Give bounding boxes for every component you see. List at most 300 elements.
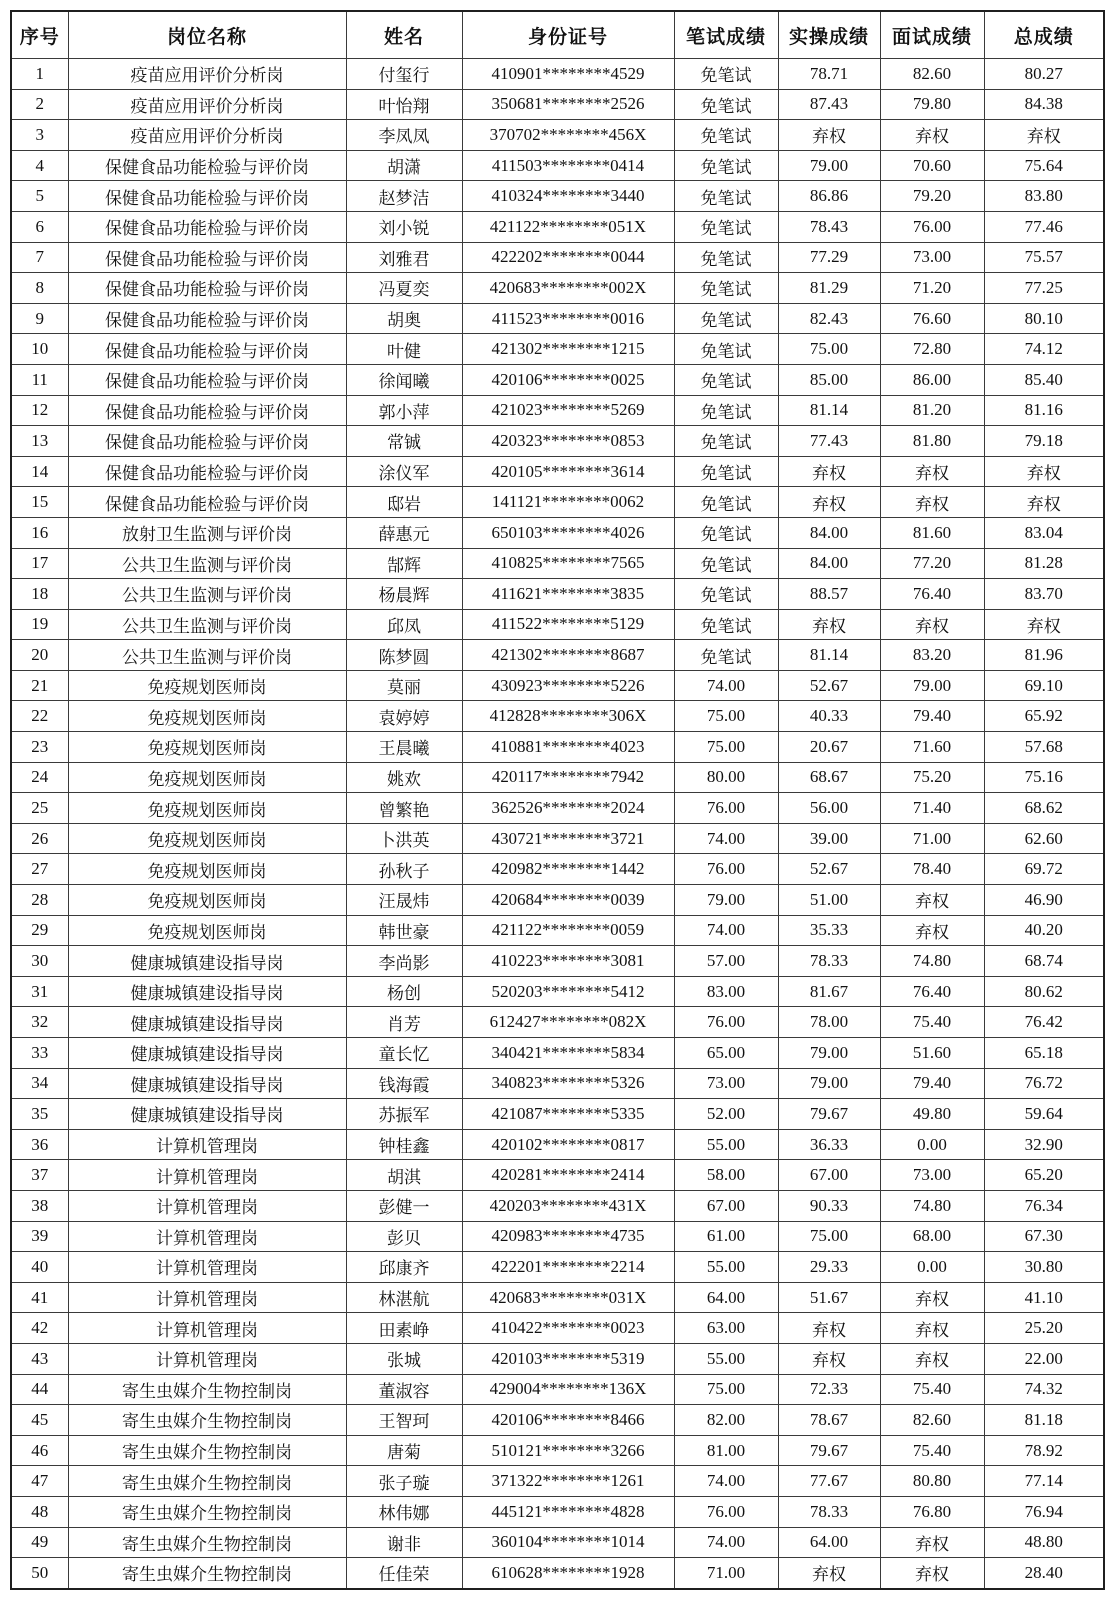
- cell-id: 420281********2414: [462, 1160, 674, 1191]
- cell-total: 81.18: [984, 1405, 1104, 1436]
- cell-written: 83.00: [674, 976, 778, 1007]
- cell-total: 62.60: [984, 823, 1104, 854]
- cell-id: 421023********5269: [462, 395, 674, 426]
- cell-name: 张子璇: [346, 1466, 462, 1497]
- cell-no: 2: [11, 89, 68, 120]
- cell-position: 保健食品功能检验与评价岗: [68, 456, 346, 487]
- cell-no: 19: [11, 609, 68, 640]
- cell-no: 5: [11, 181, 68, 212]
- cell-practical: 87.43: [778, 89, 880, 120]
- cell-id: 410881********4023: [462, 732, 674, 763]
- table-row: [11, 1313, 1104, 1344]
- cell-interview: 76.00: [880, 211, 984, 242]
- cell-interview: 83.20: [880, 640, 984, 671]
- cell-id: 612427********082X: [462, 1007, 674, 1038]
- cell-name: 汪晟炜: [346, 885, 462, 916]
- cell-id: 360104********1014: [462, 1527, 674, 1558]
- cell-position: 寄生虫媒介生物控制岗: [68, 1527, 346, 1558]
- cell-practical: 弃权: [778, 120, 880, 151]
- cell-no: 36: [11, 1129, 68, 1160]
- cell-practical: 81.14: [778, 640, 880, 671]
- header-written: 笔试成绩: [674, 11, 778, 59]
- cell-written: 64.00: [674, 1282, 778, 1313]
- cell-name: 钟桂鑫: [346, 1129, 462, 1160]
- cell-interview: 75.40: [880, 1435, 984, 1466]
- cell-name: 邸岩: [346, 487, 462, 518]
- cell-no: 11: [11, 364, 68, 395]
- cell-written: 免笔试: [674, 364, 778, 395]
- cell-id: 420982********1442: [462, 854, 674, 885]
- cell-written: 76.00: [674, 1007, 778, 1038]
- cell-position: 保健食品功能检验与评价岗: [68, 150, 346, 181]
- cell-practical: 81.67: [778, 976, 880, 1007]
- cell-id: 421302********8687: [462, 640, 674, 671]
- cell-id: 420684********0039: [462, 885, 674, 916]
- table-row: [11, 273, 1104, 304]
- cell-no: 24: [11, 762, 68, 793]
- table-row: [11, 670, 1104, 701]
- cell-name: 刘小锐: [346, 211, 462, 242]
- cell-id: 371322********1261: [462, 1466, 674, 1497]
- cell-name: 常铖: [346, 426, 462, 457]
- cell-interview: 77.20: [880, 548, 984, 579]
- cell-id: 410901********4529: [462, 59, 674, 90]
- cell-position: 保健食品功能检验与评价岗: [68, 211, 346, 242]
- cell-id: 510121********3266: [462, 1435, 674, 1466]
- cell-position: 计算机管理岗: [68, 1160, 346, 1191]
- cell-practical: 弃权: [778, 1313, 880, 1344]
- cell-id: 420106********0025: [462, 364, 674, 395]
- cell-total: 79.18: [984, 426, 1104, 457]
- cell-interview: 79.20: [880, 181, 984, 212]
- cell-position: 免疫规划医师岗: [68, 732, 346, 763]
- cell-practical: 39.00: [778, 823, 880, 854]
- cell-total: 弃权: [984, 609, 1104, 640]
- cell-practical: 78.33: [778, 1496, 880, 1527]
- cell-interview: 弃权: [880, 1343, 984, 1374]
- table-row: [11, 59, 1104, 90]
- cell-interview: 79.40: [880, 1068, 984, 1099]
- cell-practical: 78.43: [778, 211, 880, 242]
- cell-written: 55.00: [674, 1343, 778, 1374]
- cell-name: 叶怡翔: [346, 89, 462, 120]
- header-name: 姓名: [346, 11, 462, 59]
- cell-written: 74.00: [674, 670, 778, 701]
- cell-total: 84.38: [984, 89, 1104, 120]
- cell-total: 40.20: [984, 915, 1104, 946]
- header-no: 序号: [11, 11, 68, 59]
- cell-total: 83.70: [984, 579, 1104, 610]
- cell-practical: 79.67: [778, 1435, 880, 1466]
- cell-total: 81.96: [984, 640, 1104, 671]
- cell-written: 76.00: [674, 1496, 778, 1527]
- cell-no: 28: [11, 885, 68, 916]
- cell-interview: 73.00: [880, 242, 984, 273]
- cell-position: 计算机管理岗: [68, 1343, 346, 1374]
- cell-practical: 72.33: [778, 1374, 880, 1405]
- cell-id: 362526********2024: [462, 793, 674, 824]
- cell-interview: 82.60: [880, 59, 984, 90]
- table-row: [11, 211, 1104, 242]
- cell-written: 79.00: [674, 885, 778, 916]
- cell-id: 410324********3440: [462, 181, 674, 212]
- table-row: [11, 89, 1104, 120]
- cell-total: 弃权: [984, 120, 1104, 151]
- cell-written: 免笔试: [674, 120, 778, 151]
- cell-name: 冯夏奕: [346, 273, 462, 304]
- cell-position: 健康城镇建设指导岗: [68, 1068, 346, 1099]
- cell-interview: 弃权: [880, 1282, 984, 1313]
- cell-interview: 68.00: [880, 1221, 984, 1252]
- cell-total: 81.16: [984, 395, 1104, 426]
- cell-position: 疫苗应用评价分析岗: [68, 89, 346, 120]
- cell-total: 75.64: [984, 150, 1104, 181]
- cell-interview: 弃权: [880, 456, 984, 487]
- cell-position: 保健食品功能检验与评价岗: [68, 303, 346, 334]
- cell-total: 68.62: [984, 793, 1104, 824]
- cell-written: 74.00: [674, 915, 778, 946]
- cell-practical: 52.67: [778, 670, 880, 701]
- cell-name: 刘雅君: [346, 242, 462, 273]
- cell-name: 郜辉: [346, 548, 462, 579]
- cell-name: 曾繁艳: [346, 793, 462, 824]
- table-row: [11, 1099, 1104, 1130]
- header-interview: 面试成绩: [880, 11, 984, 59]
- cell-id: 420102********0817: [462, 1129, 674, 1160]
- cell-position: 保健食品功能检验与评价岗: [68, 273, 346, 304]
- cell-id: 429004********136X: [462, 1374, 674, 1405]
- cell-id: 370702********456X: [462, 120, 674, 151]
- cell-interview: 弃权: [880, 120, 984, 151]
- cell-name: 付玺行: [346, 59, 462, 90]
- cell-position: 计算机管理岗: [68, 1313, 346, 1344]
- cell-position: 公共卫生监测与评价岗: [68, 609, 346, 640]
- cell-name: 姚欢: [346, 762, 462, 793]
- table-row: [11, 854, 1104, 885]
- cell-written: 免笔试: [674, 89, 778, 120]
- cell-written: 免笔试: [674, 59, 778, 90]
- cell-position: 健康城镇建设指导岗: [68, 946, 346, 977]
- cell-position: 公共卫生监测与评价岗: [68, 579, 346, 610]
- cell-id: 411523********0016: [462, 303, 674, 334]
- cell-interview: 79.40: [880, 701, 984, 732]
- cell-name: 邱凤: [346, 609, 462, 640]
- cell-position: 免疫规划医师岗: [68, 701, 346, 732]
- cell-no: 30: [11, 946, 68, 977]
- cell-total: 25.20: [984, 1313, 1104, 1344]
- cell-interview: 75.20: [880, 762, 984, 793]
- cell-written: 74.00: [674, 823, 778, 854]
- cell-position: 寄生虫媒介生物控制岗: [68, 1466, 346, 1497]
- table-row: [11, 150, 1104, 181]
- cell-name: 唐菊: [346, 1435, 462, 1466]
- cell-written: 61.00: [674, 1221, 778, 1252]
- cell-written: 75.00: [674, 732, 778, 763]
- cell-no: 18: [11, 579, 68, 610]
- cell-interview: 81.20: [880, 395, 984, 426]
- cell-interview: 74.80: [880, 946, 984, 977]
- cell-no: 34: [11, 1068, 68, 1099]
- cell-name: 卜洪英: [346, 823, 462, 854]
- cell-written: 免笔试: [674, 579, 778, 610]
- cell-interview: 79.80: [880, 89, 984, 120]
- cell-interview: 0.00: [880, 1129, 984, 1160]
- cell-total: 75.57: [984, 242, 1104, 273]
- cell-written: 80.00: [674, 762, 778, 793]
- cell-name: 叶健: [346, 334, 462, 365]
- cell-interview: 71.60: [880, 732, 984, 763]
- cell-no: 17: [11, 548, 68, 579]
- cell-interview: 76.60: [880, 303, 984, 334]
- cell-id: 411621********3835: [462, 579, 674, 610]
- cell-practical: 84.00: [778, 548, 880, 579]
- cell-total: 67.30: [984, 1221, 1104, 1252]
- cell-written: 免笔试: [674, 334, 778, 365]
- table-row: [11, 1160, 1104, 1191]
- cell-total: 83.80: [984, 181, 1104, 212]
- table-row: [11, 946, 1104, 977]
- cell-practical: 20.67: [778, 732, 880, 763]
- cell-practical: 82.43: [778, 303, 880, 334]
- table-row: [11, 1129, 1104, 1160]
- cell-written: 63.00: [674, 1313, 778, 1344]
- cell-interview: 49.80: [880, 1099, 984, 1130]
- table-row: [11, 732, 1104, 763]
- cell-written: 免笔试: [674, 426, 778, 457]
- cell-position: 保健食品功能检验与评价岗: [68, 487, 346, 518]
- cell-position: 疫苗应用评价分析岗: [68, 120, 346, 151]
- cell-no: 20: [11, 640, 68, 671]
- cell-no: 27: [11, 854, 68, 885]
- table-row: [11, 1038, 1104, 1069]
- cell-position: 免疫规划医师岗: [68, 762, 346, 793]
- cell-written: 55.00: [674, 1129, 778, 1160]
- table-row: [11, 1343, 1104, 1374]
- cell-total: 65.18: [984, 1038, 1104, 1069]
- cell-written: 52.00: [674, 1099, 778, 1130]
- cell-practical: 40.33: [778, 701, 880, 732]
- cell-total: 74.12: [984, 334, 1104, 365]
- cell-no: 22: [11, 701, 68, 732]
- cell-position: 寄生虫媒介生物控制岗: [68, 1374, 346, 1405]
- cell-no: 1: [11, 59, 68, 90]
- cell-position: 保健食品功能检验与评价岗: [68, 334, 346, 365]
- cell-practical: 77.67: [778, 1466, 880, 1497]
- cell-no: 15: [11, 487, 68, 518]
- cell-id: 420105********3614: [462, 456, 674, 487]
- cell-total: 78.92: [984, 1435, 1104, 1466]
- cell-interview: 71.20: [880, 273, 984, 304]
- cell-practical: 78.67: [778, 1405, 880, 1436]
- cell-total: 77.14: [984, 1466, 1104, 1497]
- cell-no: 32: [11, 1007, 68, 1038]
- cell-id: 410223********3081: [462, 946, 674, 977]
- cell-name: 杨创: [346, 976, 462, 1007]
- cell-name: 钱海霞: [346, 1068, 462, 1099]
- cell-total: 76.34: [984, 1190, 1104, 1221]
- cell-id: 412828********306X: [462, 701, 674, 732]
- cell-id: 411522********5129: [462, 609, 674, 640]
- cell-written: 免笔试: [674, 303, 778, 334]
- cell-total: 59.64: [984, 1099, 1104, 1130]
- cell-name: 孙秋子: [346, 854, 462, 885]
- cell-total: 74.32: [984, 1374, 1104, 1405]
- cell-position: 公共卫生监测与评价岗: [68, 548, 346, 579]
- cell-written: 免笔试: [674, 273, 778, 304]
- table-row: [11, 1466, 1104, 1497]
- cell-id: 420683********002X: [462, 273, 674, 304]
- cell-total: 77.25: [984, 273, 1104, 304]
- cell-interview: 86.00: [880, 364, 984, 395]
- cell-practical: 29.33: [778, 1252, 880, 1283]
- cell-total: 28.40: [984, 1558, 1104, 1589]
- cell-name: 田素峥: [346, 1313, 462, 1344]
- cell-no: 38: [11, 1190, 68, 1221]
- cell-position: 计算机管理岗: [68, 1221, 346, 1252]
- cell-id: 420323********0853: [462, 426, 674, 457]
- table-row: [11, 1068, 1104, 1099]
- cell-name: 林伟娜: [346, 1496, 462, 1527]
- cell-written: 74.00: [674, 1466, 778, 1497]
- cell-id: 420683********031X: [462, 1282, 674, 1313]
- cell-position: 寄生虫媒介生物控制岗: [68, 1558, 346, 1589]
- table-row: [11, 120, 1104, 151]
- cell-written: 免笔试: [674, 150, 778, 181]
- cell-no: 37: [11, 1160, 68, 1191]
- cell-total: 65.92: [984, 701, 1104, 732]
- cell-position: 免疫规划医师岗: [68, 823, 346, 854]
- cell-interview: 75.40: [880, 1007, 984, 1038]
- cell-written: 免笔试: [674, 181, 778, 212]
- cell-practical: 51.67: [778, 1282, 880, 1313]
- cell-total: 80.62: [984, 976, 1104, 1007]
- cell-total: 弃权: [984, 487, 1104, 518]
- cell-name: 郭小萍: [346, 395, 462, 426]
- cell-no: 45: [11, 1405, 68, 1436]
- cell-id: 340823********5326: [462, 1068, 674, 1099]
- cell-name: 童长忆: [346, 1038, 462, 1069]
- cell-name: 张城: [346, 1343, 462, 1374]
- cell-interview: 弃权: [880, 1527, 984, 1558]
- table-row: [11, 487, 1104, 518]
- cell-interview: 弃权: [880, 487, 984, 518]
- cell-practical: 78.33: [778, 946, 880, 977]
- table-row: [11, 823, 1104, 854]
- cell-written: 免笔试: [674, 242, 778, 273]
- cell-practical: 64.00: [778, 1527, 880, 1558]
- cell-no: 47: [11, 1466, 68, 1497]
- cell-written: 免笔试: [674, 211, 778, 242]
- cell-interview: 72.80: [880, 334, 984, 365]
- cell-name: 胡奥: [346, 303, 462, 334]
- cell-interview: 74.80: [880, 1190, 984, 1221]
- cell-id: 141121********0062: [462, 487, 674, 518]
- header-practical: 实操成绩: [778, 11, 880, 59]
- cell-id: 430923********5226: [462, 670, 674, 701]
- cell-interview: 弃权: [880, 885, 984, 916]
- cell-id: 411503********0414: [462, 150, 674, 181]
- cell-total: 57.68: [984, 732, 1104, 763]
- table-row: [11, 456, 1104, 487]
- cell-position: 健康城镇建设指导岗: [68, 1007, 346, 1038]
- cell-id: 430721********3721: [462, 823, 674, 854]
- header-position: 岗位名称: [68, 11, 346, 59]
- cell-id: 421087********5335: [462, 1099, 674, 1130]
- cell-written: 免笔试: [674, 487, 778, 518]
- cell-written: 55.00: [674, 1252, 778, 1283]
- cell-total: 65.20: [984, 1160, 1104, 1191]
- cell-practical: 弃权: [778, 1558, 880, 1589]
- cell-position: 寄生虫媒介生物控制岗: [68, 1496, 346, 1527]
- cell-position: 寄生虫媒介生物控制岗: [68, 1435, 346, 1466]
- cell-written: 74.00: [674, 1527, 778, 1558]
- header-id: 身份证号: [462, 11, 674, 59]
- cell-interview: 弃权: [880, 1558, 984, 1589]
- cell-name: 谢非: [346, 1527, 462, 1558]
- cell-interview: 82.60: [880, 1405, 984, 1436]
- cell-no: 4: [11, 150, 68, 181]
- cell-practical: 88.57: [778, 579, 880, 610]
- cell-written: 免笔试: [674, 609, 778, 640]
- cell-name: 董淑容: [346, 1374, 462, 1405]
- cell-id: 420103********5319: [462, 1343, 674, 1374]
- cell-position: 保健食品功能检验与评价岗: [68, 395, 346, 426]
- cell-id: 421302********1215: [462, 334, 674, 365]
- cell-practical: 79.00: [778, 1068, 880, 1099]
- cell-practical: 75.00: [778, 1221, 880, 1252]
- table-row: [11, 242, 1104, 273]
- cell-written: 67.00: [674, 1190, 778, 1221]
- cell-total: 83.04: [984, 517, 1104, 548]
- cell-no: 25: [11, 793, 68, 824]
- cell-no: 31: [11, 976, 68, 1007]
- table-row: [11, 1558, 1104, 1589]
- cell-practical: 79.00: [778, 150, 880, 181]
- cell-interview: 弃权: [880, 915, 984, 946]
- cell-position: 公共卫生监测与评价岗: [68, 640, 346, 671]
- table-row: [11, 1374, 1104, 1405]
- table-row: [11, 1007, 1104, 1038]
- cell-interview: 70.60: [880, 150, 984, 181]
- table-row: [11, 1435, 1104, 1466]
- cell-position: 计算机管理岗: [68, 1282, 346, 1313]
- table-row: [11, 579, 1104, 610]
- cell-written: 76.00: [674, 793, 778, 824]
- cell-name: 肖芳: [346, 1007, 462, 1038]
- table-row: [11, 701, 1104, 732]
- table-row: [11, 793, 1104, 824]
- cell-written: 75.00: [674, 1374, 778, 1405]
- cell-no: 41: [11, 1282, 68, 1313]
- cell-interview: 76.40: [880, 579, 984, 610]
- cell-total: 85.40: [984, 364, 1104, 395]
- cell-interview: 76.80: [880, 1496, 984, 1527]
- cell-total: 80.10: [984, 303, 1104, 334]
- cell-no: 16: [11, 517, 68, 548]
- cell-no: 14: [11, 456, 68, 487]
- cell-interview: 弃权: [880, 1313, 984, 1344]
- table-row: [11, 517, 1104, 548]
- cell-no: 21: [11, 670, 68, 701]
- cell-interview: 78.40: [880, 854, 984, 885]
- cell-total: 69.72: [984, 854, 1104, 885]
- cell-total: 76.42: [984, 1007, 1104, 1038]
- cell-name: 林湛航: [346, 1282, 462, 1313]
- table-row: [11, 548, 1104, 579]
- cell-written: 57.00: [674, 946, 778, 977]
- cell-interview: 71.00: [880, 823, 984, 854]
- cell-total: 68.74: [984, 946, 1104, 977]
